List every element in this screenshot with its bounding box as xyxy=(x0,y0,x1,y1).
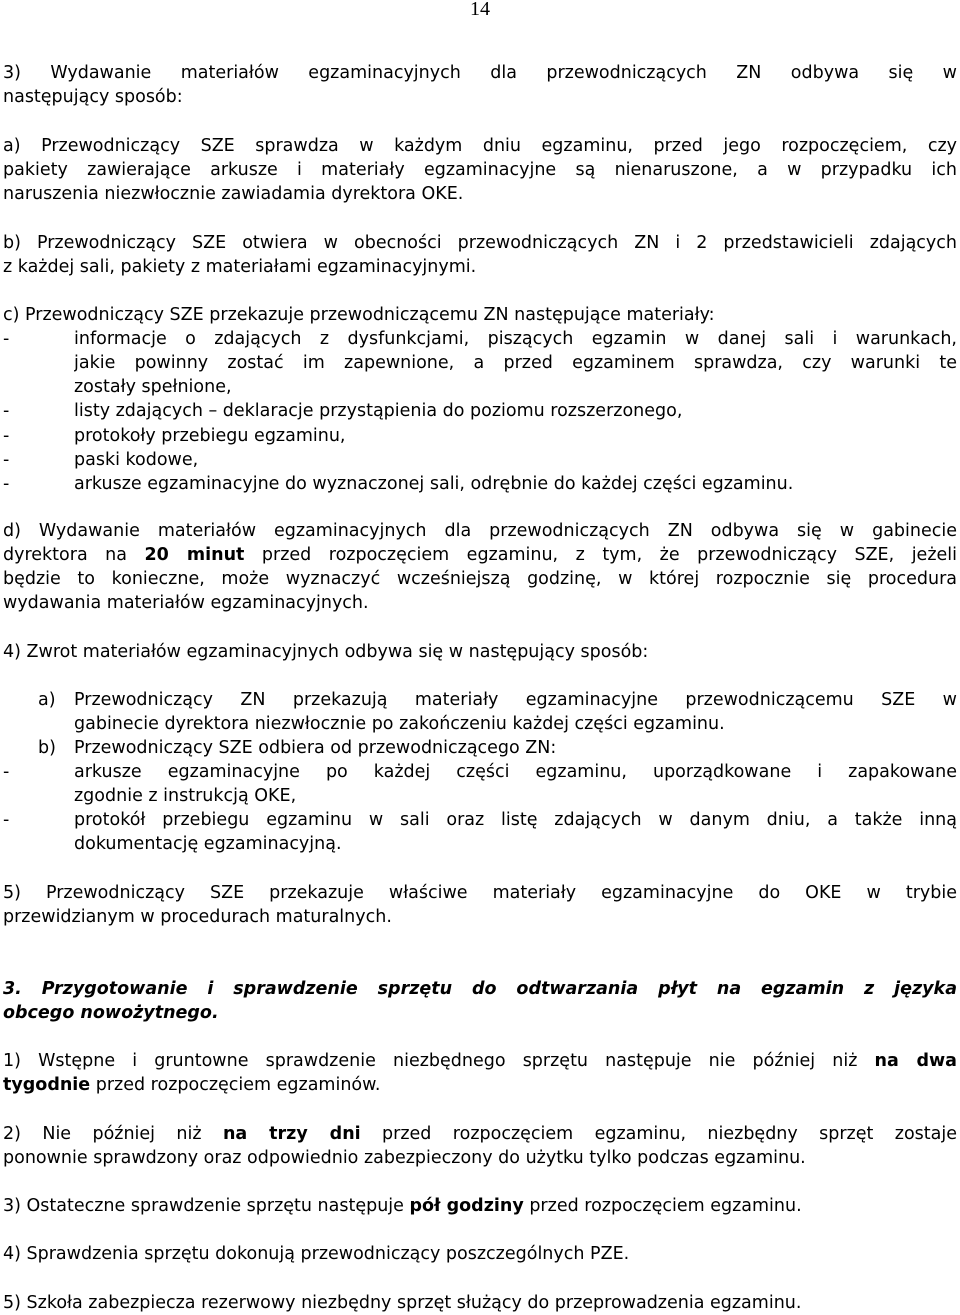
list-dash: - xyxy=(3,426,10,446)
paragraph-1 xyxy=(3,1049,957,1097)
heading-line: 3. Przygotowanie i sprawdzenie sprzętu do odtwarzania płyt na egzamin z języka xyxy=(3,979,957,999)
text-line: zgodnie z instrukcją OKE, xyxy=(74,786,297,806)
text-line: d) Wydawanie materiałów egzaminacyjnych dla przewodniczących ZN odbywa się w gabinecie xyxy=(3,521,957,541)
list-dash: - xyxy=(3,762,10,782)
text-line: b) Przewodniczący SZE otwiera w obecności przewodniczących ZN i 2 przedstawicieli zdających xyxy=(3,233,957,253)
section-heading xyxy=(3,977,957,1025)
text-line: z każdej sali, pakiety z materiałami egzaminacyjnymi. xyxy=(3,257,477,277)
text-line: 3) Ostateczne sprawdzenie sprzętu następuje pół godziny przed rozpoczęciem egzaminu. xyxy=(3,1196,802,1216)
text-line: ponownie sprawdzony oraz odpowiednio zabezpieczony do użytku tylko podczas egzaminu. xyxy=(3,1148,806,1168)
list-dash: - xyxy=(3,474,10,494)
paragraph-3c-intro xyxy=(3,303,957,327)
text-line: wydawania materiałów egzaminacyjnych. xyxy=(3,593,369,613)
text-line: protokół przebiegu egzaminu w sali oraz listę zdających w danym dniu, a także inną xyxy=(74,810,957,830)
text-line: Przewodniczący ZN przekazują materiały egzaminacyjne przewodniczącemu SZE w xyxy=(74,690,957,710)
text-line: 4) Sprawdzenia sprzętu dokonują przewodniczący poszczególnych PZE. xyxy=(3,1244,630,1264)
list-dash: - xyxy=(3,401,10,421)
section-4-intro xyxy=(3,640,957,664)
text-line: pakiety zawierające arkusze i materiały egzaminacyjne są nienaruszone, a w przypadku ich xyxy=(3,160,957,180)
section-5-paragraph xyxy=(3,881,957,929)
list-dash: - xyxy=(3,329,10,349)
page-number: 14 xyxy=(470,0,490,20)
text-line: arkusze egzaminacyjne po każdej części egzaminu, uporządkowane i zapakowane xyxy=(74,762,957,782)
text-line: 5) Szkoła zabezpiecza rezerwowy niezbędny sprzęt służący do przeprowadzenia egzaminu. xyxy=(3,1293,802,1313)
paragraph-3b xyxy=(3,231,957,279)
text-line: będzie to konieczne, może wyznaczyć wcześniejszą godzinę, w której rozpocznie się procedura xyxy=(3,569,957,589)
text-line: listy zdających – deklaracje przystąpienia do poziomu rozszerzonego, xyxy=(74,401,683,421)
text-line: a) Przewodniczący SZE sprawdza w każdym dniu egzaminu, przed jego rozpoczęciem, czy xyxy=(3,136,957,156)
text-line: przewidzianym w procedurach maturalnych. xyxy=(3,907,392,927)
text-line: 2) Nie później niż na trzy dni przed rozpoczęciem egzaminu, niezbędny sprzęt zostaje xyxy=(3,1124,957,1144)
paragraph-5 xyxy=(3,1291,957,1315)
paragraph-3a xyxy=(3,134,957,206)
text-line: protokoły przebiegu egzaminu, xyxy=(74,426,346,446)
text-line: dyrektora na 20 minut przed rozpoczęciem egzaminu, z tym, że przewodniczący SZE, jeżeli xyxy=(3,545,957,565)
text-line: zostały spełnione, xyxy=(74,377,232,397)
text-line: 5) Przewodniczący SZE przekazuje właściwe materiały egzaminacyjne do OKE w trybie xyxy=(3,883,957,903)
section-3-paragraph xyxy=(3,61,957,109)
bold-text: 20 minut xyxy=(144,545,245,565)
paragraph-2 xyxy=(3,1122,957,1170)
text-line: następujący sposób: xyxy=(3,87,183,107)
list-dash: - xyxy=(3,450,10,470)
bold-text: na dwa xyxy=(874,1051,957,1071)
text-line: paski kodowe, xyxy=(74,450,199,470)
text-line: 3) Wydawanie materiałów egzaminacyjnych dla przewodniczących ZN odbywa się w xyxy=(3,63,957,83)
text-line: tygodnie przed rozpoczęciem egzaminów. xyxy=(3,1075,381,1095)
item-label: b) xyxy=(38,738,56,758)
text-line: informacje o zdających z dysfunkcjami, piszących egzamin w danej sali i warunkach, xyxy=(74,329,957,349)
text-line: 1) Wstępne i gruntowne sprawdzenie niezbędnego sprzętu następuje nie później niż na dwa xyxy=(3,1051,957,1071)
text-line: 4) Zwrot materiałów egzaminacyjnych odbywa się w następujący sposób: xyxy=(3,642,649,662)
text-line: jakie powinny zostać im zapewnione, a przed egzaminem sprawdza, czy warunki te xyxy=(74,353,957,373)
paragraph-3d xyxy=(3,519,957,615)
bold-text: na trzy dni xyxy=(222,1124,361,1144)
text-line: c) Przewodniczący SZE przekazuje przewodniczącemu ZN następujące materiały: xyxy=(3,305,715,325)
text-line: Przewodniczący SZE odbiera od przewodniczącego ZN: xyxy=(74,738,557,758)
item-label: a) xyxy=(38,690,56,710)
heading-line: obcego nowożytnego. xyxy=(3,1003,219,1023)
text-line: dokumentację egzaminacyjną. xyxy=(74,834,342,854)
text-line: arkusze egzaminacyjne do wyznaczonej sali, odrębnie do każdej części egzaminu. xyxy=(74,474,794,494)
bold-text: tygodnie xyxy=(3,1075,91,1095)
bold-text: pół godziny xyxy=(409,1196,524,1216)
paragraph-4 xyxy=(3,1242,957,1266)
list-dash: - xyxy=(3,810,10,830)
paragraph-3 xyxy=(3,1194,957,1218)
text-line: naruszenia niezwłocznie zawiadamia dyrektora OKE. xyxy=(3,184,464,204)
text-line: gabinecie dyrektora niezwłocznie po zakończeniu każdej części egzaminu. xyxy=(74,714,725,734)
